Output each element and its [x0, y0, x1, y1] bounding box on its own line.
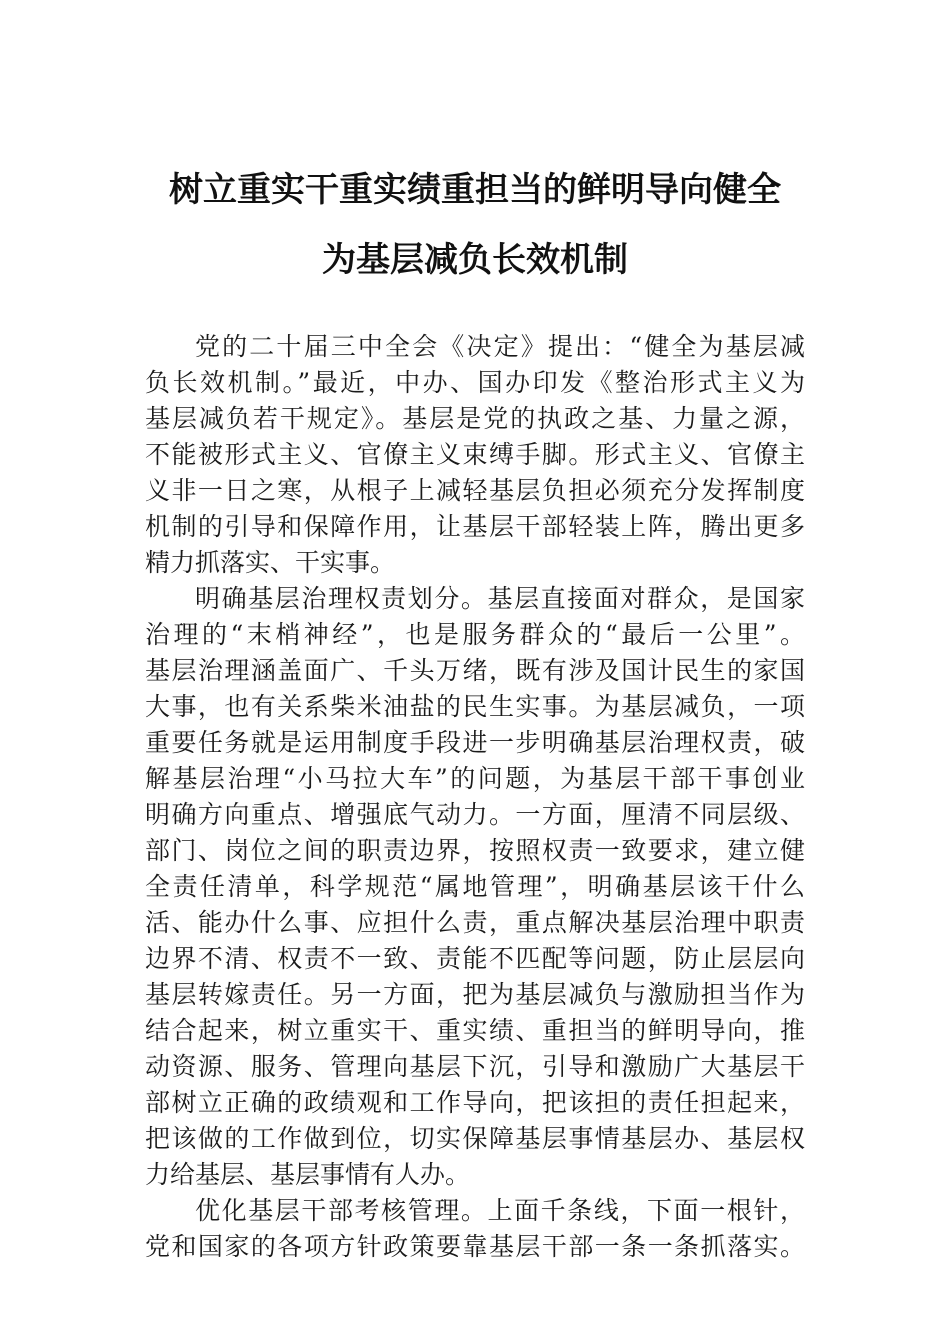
paragraph-2-line: 活、能办什么事、应担什么责，重点解决基层治理中职责 — [145, 908, 805, 937]
document-title-line-1: 树立重实干重实绩重担当的鲜明导向健全 — [169, 170, 781, 210]
paragraph-1-line: 党的二十届三中全会《决定》提出：“健全为基层减 — [195, 332, 805, 361]
paragraph-1-line: 不能被形式主义、官僚主义束缚手脚。形式主义、官僚主 — [145, 440, 805, 469]
paragraph-2-line: 明确基层治理权责划分。基层直接面对群众，是国家 — [195, 584, 805, 613]
paragraph-2-line: 治理的“末梢神经”，也是服务群众的“最后一公里”。 — [145, 620, 805, 649]
paragraph-2-line: 力给基层、基层事情有人办。 — [145, 1160, 471, 1189]
paragraph-2-line: 解基层治理“小马拉大车”的问题，为基层干部干事创业 — [145, 764, 805, 793]
paragraph-2-line: 明确方向重点、增强底气动力。一方面，厘清不同层级、 — [145, 800, 805, 829]
paragraph-2-line: 基层转嫁责任。另一方面，把为基层减负与激励担当作为 — [145, 980, 805, 1009]
paragraph-1-line: 机制的引导和保障作用，让基层干部轻装上阵，腾出更多 — [145, 512, 805, 541]
paragraph-2-line: 部树立正确的政绩观和工作导向，把该担的责任担起来， — [145, 1088, 805, 1117]
paragraph-3-line: 优化基层干部考核管理。上面千条线，下面一根针， — [195, 1196, 805, 1225]
paragraph-2-line: 重要任务就是运用制度手段进一步明确基层治理权责，破 — [145, 728, 805, 757]
paragraph-2-line: 部门、岗位之间的职责边界，按照权责一致要求，建立健 — [145, 836, 805, 865]
paragraph-2-line: 动资源、服务、管理向基层下沉，引导和激励广大基层干 — [145, 1052, 805, 1081]
paragraph-1-line: 基层减负若干规定》。基层是党的执政之基、力量之源， — [145, 404, 805, 433]
paragraph-2-line: 大事，也有关系柴米油盐的民生实事。为基层减负，一项 — [145, 692, 805, 721]
paragraph-1-line: 义非一日之寒，从根子上减轻基层负担必须充分发挥制度 — [145, 476, 805, 505]
paragraph-3-line: 党和国家的各项方针政策要靠基层干部一条一条抓落实。 — [145, 1232, 805, 1261]
paragraph-1-line: 负长效机制。”最近，中办、国办印发《整治形式主义为 — [145, 368, 805, 397]
paragraph-2-line: 结合起来，树立重实干、重实绩、重担当的鲜明导向，推 — [145, 1016, 805, 1045]
paragraph-2-line: 全责任清单，科学规范“属地管理”，明确基层该干什么 — [145, 872, 805, 901]
paragraph-2-line: 基层治理涵盖面广、千头万绪，既有涉及国计民生的家国 — [145, 656, 805, 685]
paragraph-2-line: 边界不清、权责不一致、责能不匹配等问题，防止层层向 — [145, 944, 805, 973]
document-title-line-2: 为基层减负长效机制 — [322, 240, 628, 280]
paragraph-1-line: 精力抓落实、干实事。 — [145, 548, 396, 577]
paragraph-2-line: 把该做的工作做到位，切实保障基层事情基层办、基层权 — [145, 1124, 805, 1153]
